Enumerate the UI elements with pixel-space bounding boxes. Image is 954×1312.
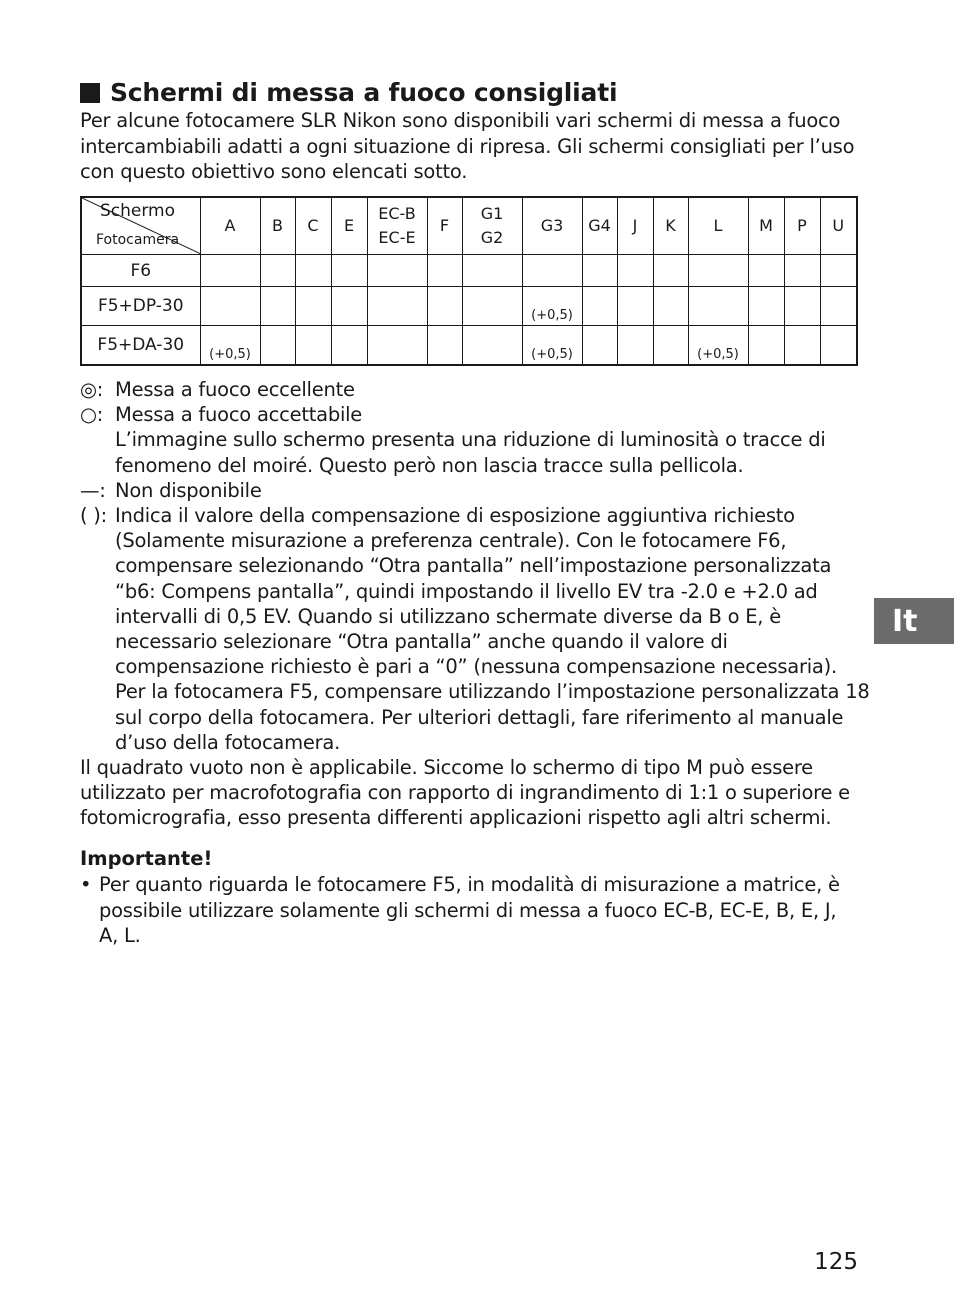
important-text: Per quanto riguarda le fotocamere F5, in modalità di misurazione a matrice, è possibile utilizzare solamente gli schermi di messa a fuoco EC-B, EC-E, B, E, J, A, L. xyxy=(99,873,840,947)
table-cell: (+0,5) xyxy=(688,326,748,366)
table-cell xyxy=(367,326,427,366)
table-cell xyxy=(367,255,427,287)
col-header xyxy=(367,197,427,255)
legend-item-parentheses xyxy=(80,503,870,755)
col-header: A xyxy=(200,197,260,255)
legend-text: Non disponibile xyxy=(115,478,262,502)
row-label: F5+DP-30 xyxy=(81,287,200,326)
intro-paragraph: Per alcune fotocamere SLR Nikon sono disponibili vari schermi di messa a fuoco intercambiabili adatti a ogni situazione di ripresa. Gli schermi consigliati per l’uso con questo obiettivo sono elencati sotto. xyxy=(80,109,855,183)
table-cell xyxy=(582,326,617,366)
table-cell: (+0,5) xyxy=(200,326,260,366)
corner-top-label: Schermo xyxy=(100,201,176,221)
table-cell xyxy=(688,287,748,326)
table-cell xyxy=(462,255,522,287)
table-cell xyxy=(295,287,331,326)
col-header-line: G2 xyxy=(480,228,504,247)
legend-footnote: Il quadrato vuoto non è applicabile. Siccome lo schermo di tipo M può essere utilizzato per macrofotografia con rapporto di ingrandimento di 1:1 o superiore e fotomicrografia, esso presenta differenti applicazioni rispetto agli altri schermi. xyxy=(80,756,850,830)
table-cell xyxy=(617,255,653,287)
table-cell xyxy=(295,326,331,366)
circle-icon: ○: xyxy=(80,403,104,427)
table-cell xyxy=(522,255,582,287)
dash-icon: —: xyxy=(80,478,106,502)
table-cell xyxy=(331,287,367,326)
bullet-icon: • xyxy=(80,873,92,896)
table-cell xyxy=(748,255,784,287)
table-cell xyxy=(462,326,522,366)
table-cell xyxy=(331,326,367,366)
table-cell xyxy=(427,255,462,287)
legend-item-unavailable xyxy=(80,478,870,503)
col-header: F xyxy=(427,197,462,255)
page-number: 125 xyxy=(814,1249,858,1275)
col-header xyxy=(462,197,522,255)
legend-text: Messa a fuoco eccellente xyxy=(115,378,355,401)
table-cell xyxy=(748,287,784,326)
table-cell xyxy=(688,255,748,287)
table-header-row xyxy=(81,197,857,255)
row-label: F5+DA-30 xyxy=(81,326,200,366)
table-cell xyxy=(200,255,260,287)
col-header: G3 xyxy=(522,197,582,255)
table-cell xyxy=(295,255,331,287)
legend xyxy=(80,377,870,831)
table-cell xyxy=(260,326,295,366)
col-header-line: EC-B xyxy=(378,204,416,223)
parentheses-symbol: ( ): xyxy=(80,504,107,528)
table-cell: (+0,5) xyxy=(522,326,582,366)
table-cell xyxy=(617,326,653,366)
section-title xyxy=(80,78,617,107)
table-row xyxy=(81,326,857,366)
legend-text: Messa a fuoco accettabile xyxy=(115,403,363,427)
table-cell xyxy=(653,287,688,326)
table-cell xyxy=(582,287,617,326)
table-cell xyxy=(331,255,367,287)
corner-cell xyxy=(81,197,200,255)
table-row xyxy=(81,287,857,326)
table-row xyxy=(81,255,857,287)
table-cell xyxy=(748,326,784,366)
table-cell xyxy=(653,326,688,366)
legend-note: L’immagine sullo schermo presenta una riduzione di luminosità o tracce di fenomeno del moiré. Questo però non lascia tracce sulla pellicola. xyxy=(115,428,826,477)
square-bullet-icon xyxy=(80,83,100,103)
table-cell xyxy=(367,287,427,326)
col-header: J xyxy=(617,197,653,255)
table-cell xyxy=(820,326,857,366)
legend-item-excellent xyxy=(80,377,870,402)
col-header: P xyxy=(784,197,820,255)
table-cell xyxy=(260,255,295,287)
col-header: C xyxy=(295,197,331,255)
col-header: B xyxy=(260,197,295,255)
table-cell xyxy=(820,287,857,326)
col-header-line: G1 xyxy=(480,204,504,223)
important-heading: Importante! xyxy=(80,847,213,870)
double-circle-icon: ◎: xyxy=(80,378,104,401)
table-cell xyxy=(653,255,688,287)
col-header: K xyxy=(653,197,688,255)
col-header: E xyxy=(331,197,367,255)
table-cell xyxy=(427,287,462,326)
table-cell xyxy=(260,287,295,326)
table-cell xyxy=(617,287,653,326)
table-cell xyxy=(784,287,820,326)
col-header-line: EC-E xyxy=(378,228,416,247)
legend-item-acceptable xyxy=(80,402,870,478)
legend-text: Indica il valore della compensazione di esposizione aggiuntiva richiesto (Solamente misurazione a preferenza centrale). Con le fotocamere F6, compensare selezionando “Otra pantalla” nell’impostazione personalizzata “b6: Compens pantalla”, quindi impostando il livello EV tra -2.0 e +2.0 ad intervalli di 0,5 EV. Quando si utilizzano schermate diverse da B o E, è necessario selezionare “Otra pantalla” anche quando il valore di compensazione richiesto è pari a “0” (nessuna compensazione necessaria). Per la fotocamera F5, compensare utilizzando l’impostazione personalizzata 18 sul corpo della fotocamera. Per ulteriori dettagli, fare riferimento al manuale d’uso della fotocamera. xyxy=(115,504,870,754)
col-header: M xyxy=(748,197,784,255)
language-tab: It xyxy=(874,598,954,644)
table-cell xyxy=(427,326,462,366)
table-cell xyxy=(462,287,522,326)
table-cell xyxy=(784,255,820,287)
col-header: G4 xyxy=(582,197,617,255)
row-label: F6 xyxy=(81,255,200,287)
table-cell xyxy=(820,255,857,287)
table-cell xyxy=(784,326,820,366)
table-cell xyxy=(582,255,617,287)
table-cell xyxy=(200,287,260,326)
col-header: L xyxy=(688,197,748,255)
important-bullet xyxy=(80,872,860,949)
screens-table xyxy=(80,196,858,366)
corner-bottom-label: Fotocamera xyxy=(96,232,180,248)
table-cell: (+0,5) xyxy=(522,287,582,326)
section-title-text: Schermi di messa a fuoco consigliati xyxy=(110,78,618,107)
col-header: U xyxy=(820,197,857,255)
